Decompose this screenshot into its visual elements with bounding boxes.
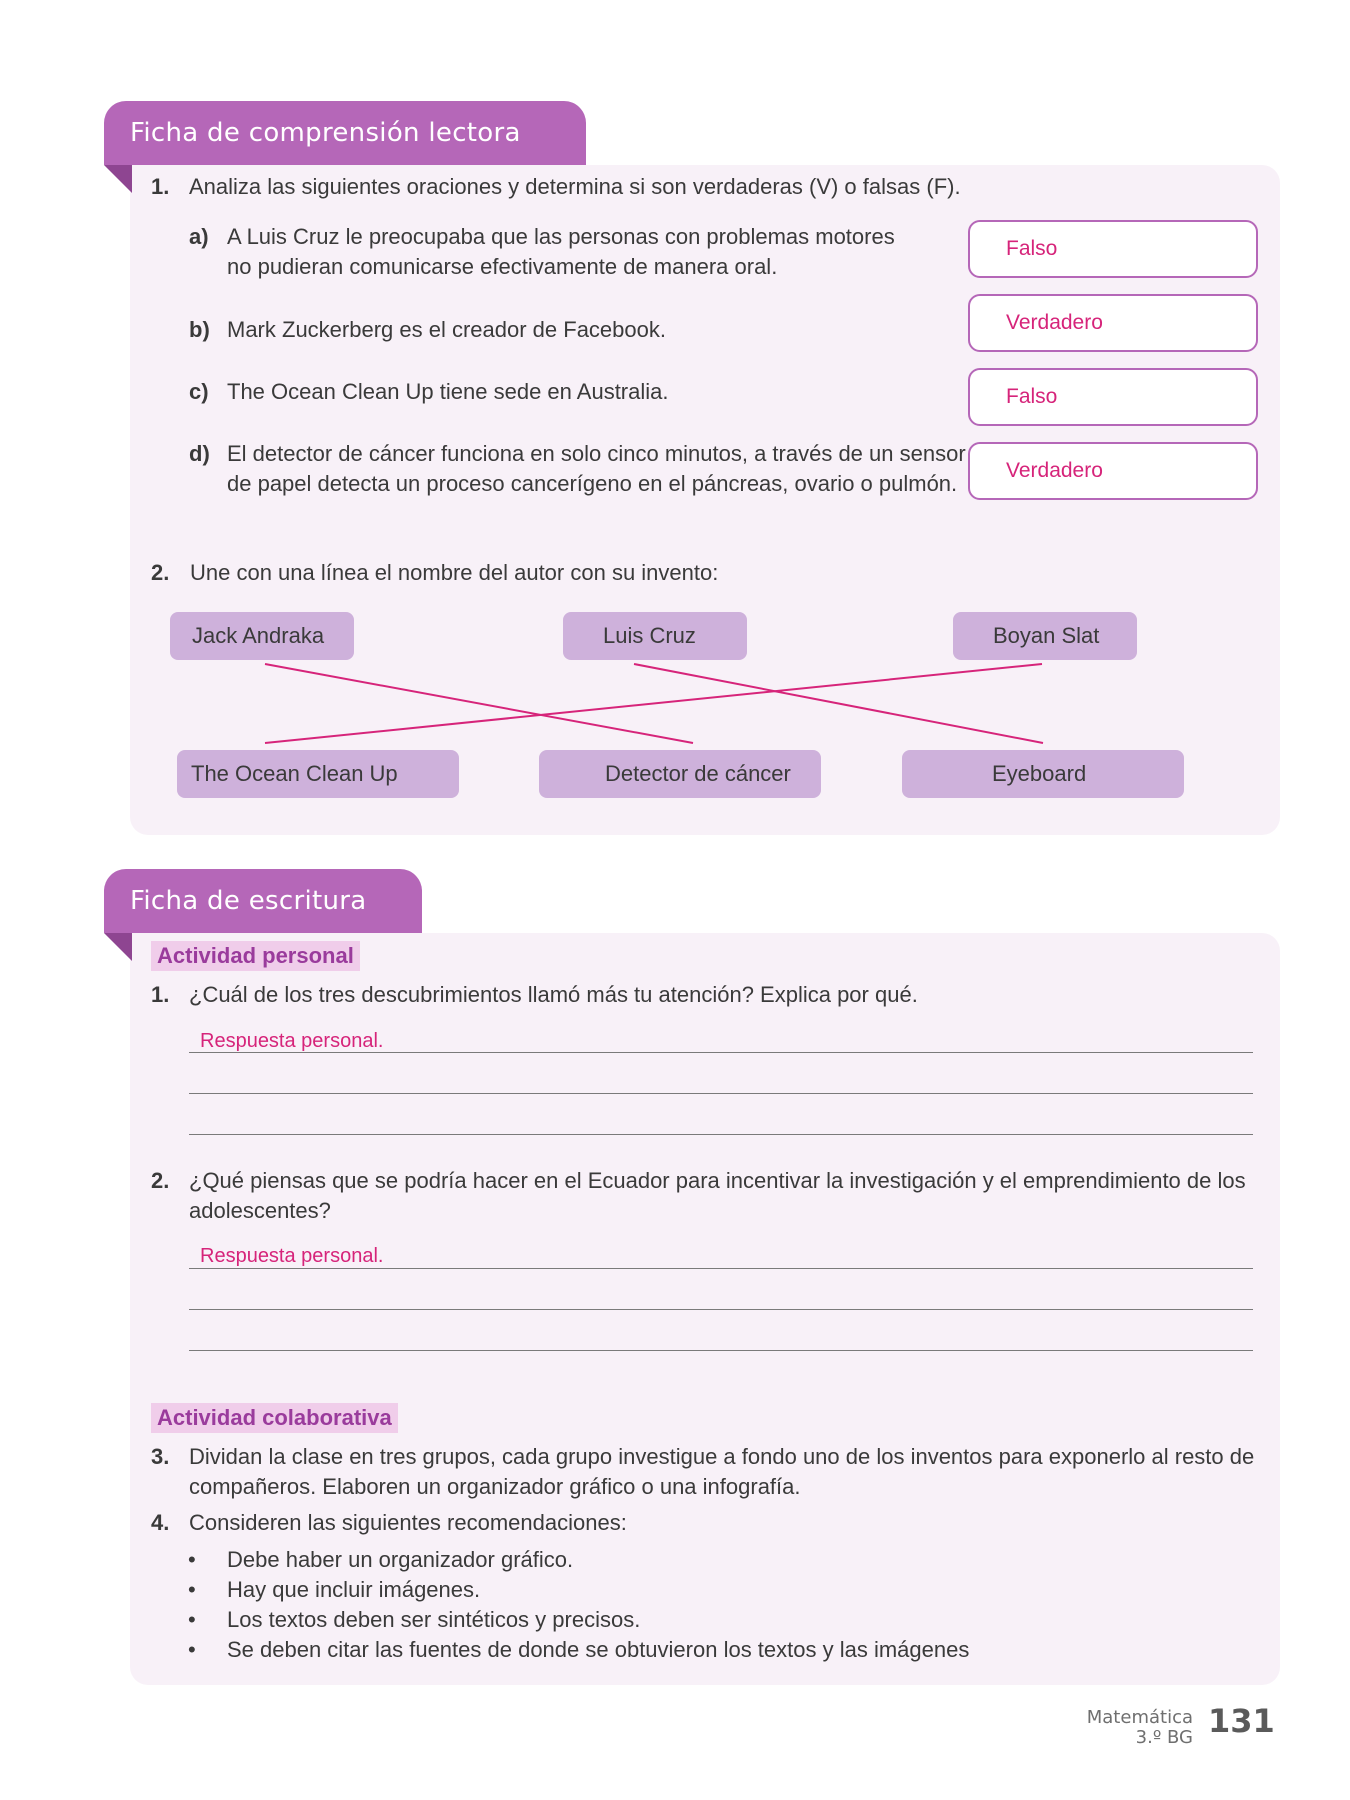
statement-text: Mark Zuckerberg es el creador de Facebook. bbox=[227, 317, 666, 342]
statement-text: The Ocean Clean Up tiene sede en Australia. bbox=[227, 379, 669, 404]
footer-subject: Matemática bbox=[1086, 1707, 1193, 1728]
answer-line[interactable] bbox=[189, 1268, 1253, 1269]
recommendation-text: Se deben citar las fuentes de donde se obtuvieron los textos y las imágenes bbox=[227, 1637, 970, 1662]
recommendation-text: Debe haber un organizador gráfico. bbox=[227, 1547, 574, 1572]
personal-activity-tag: Actividad personal bbox=[151, 941, 360, 971]
question-number: 3. bbox=[151, 1444, 170, 1469]
question-text: Consideren las siguientes recomendaciones: bbox=[189, 1510, 627, 1535]
question-number: 4. bbox=[151, 1510, 170, 1535]
invention-ocean-clean-up[interactable]: The Ocean Clean Up bbox=[177, 750, 459, 798]
statement-letter: a) bbox=[189, 224, 209, 249]
question-text: ¿Qué piensas que se podría hacer en el Ecuador para incentivar la investigación y el emprendimiento de los adolescentes? bbox=[189, 1168, 1246, 1223]
question-text: ¿Cuál de los tres descubrimientos llamó más tu atención? Explica por qué. bbox=[189, 982, 918, 1007]
author-boyan-slat[interactable]: Boyan Slat bbox=[953, 612, 1137, 660]
question-text: Dividan la clase en tres grupos, cada grupo investigue a fondo uno de los inventos para exponerlo al resto de compañeros. Elaboren un organizador gráfico o una infografía. bbox=[189, 1444, 1255, 1499]
question-text: Une con una línea el nombre del autor con su invento: bbox=[190, 560, 719, 585]
question-number: 1. bbox=[151, 174, 170, 199]
writing-title: Ficha de escritura bbox=[104, 869, 422, 933]
statement-letter: c) bbox=[189, 379, 209, 404]
answer-box-c[interactable]: Falso bbox=[968, 368, 1258, 426]
question-number: 2. bbox=[151, 560, 170, 585]
invention-detector-cancer[interactable]: Detector de cáncer bbox=[539, 750, 821, 798]
bullet-icon: • bbox=[188, 1607, 196, 1632]
response-text-1[interactable]: Respuesta personal. bbox=[200, 1030, 384, 1052]
footer-grade: 3.º BG bbox=[1135, 1727, 1193, 1748]
answer-line[interactable] bbox=[189, 1052, 1253, 1053]
question-number: 2. bbox=[151, 1168, 170, 1193]
answer-line[interactable] bbox=[189, 1093, 1253, 1094]
statement-letter: d) bbox=[189, 441, 210, 466]
answer-box-a[interactable]: Falso bbox=[968, 220, 1258, 278]
invention-eyeboard[interactable]: Eyeboard bbox=[902, 750, 1184, 798]
answer-line[interactable] bbox=[189, 1309, 1253, 1310]
recommendation-text: Hay que incluir imágenes. bbox=[227, 1577, 481, 1602]
author-luis-cruz[interactable]: Luis Cruz bbox=[563, 612, 747, 660]
collaborative-activity-tag: Actividad colaborativa bbox=[151, 1403, 398, 1433]
writing-tab-fold bbox=[104, 933, 132, 961]
question-text: Analiza las siguientes oraciones y determina si son verdaderas (V) o falsas (F). bbox=[189, 174, 961, 199]
statement-text: A Luis Cruz le preocupaba que las personas con problemas motores no pudieran comunicarse efectivamente de manera oral. bbox=[227, 224, 895, 279]
recommendation-text: Los textos deben ser sintéticos y precisos. bbox=[227, 1607, 641, 1632]
answer-box-b[interactable]: Verdadero bbox=[968, 294, 1258, 352]
bullet-icon: • bbox=[188, 1547, 196, 1572]
response-text-2[interactable]: Respuesta personal. bbox=[200, 1245, 384, 1267]
answer-line[interactable] bbox=[189, 1350, 1253, 1351]
author-jack-andraka[interactable]: Jack Andraka bbox=[170, 612, 354, 660]
statement-letter: b) bbox=[189, 317, 210, 342]
reading-tab-fold bbox=[104, 165, 132, 193]
answer-line[interactable] bbox=[189, 1134, 1253, 1135]
reading-title: Ficha de comprensión lectora bbox=[104, 101, 586, 165]
question-number: 1. bbox=[151, 982, 170, 1007]
answer-box-d[interactable]: Verdadero bbox=[968, 442, 1258, 500]
statement-text: El detector de cáncer funciona en solo cinco minutos, a través de un sensor de papel detecta un proceso cancerígeno en el páncreas, ovario o pulmón. bbox=[227, 441, 966, 496]
bullet-icon: • bbox=[188, 1637, 196, 1662]
page-number: 131 bbox=[1208, 1702, 1275, 1740]
bullet-icon: • bbox=[188, 1577, 196, 1602]
